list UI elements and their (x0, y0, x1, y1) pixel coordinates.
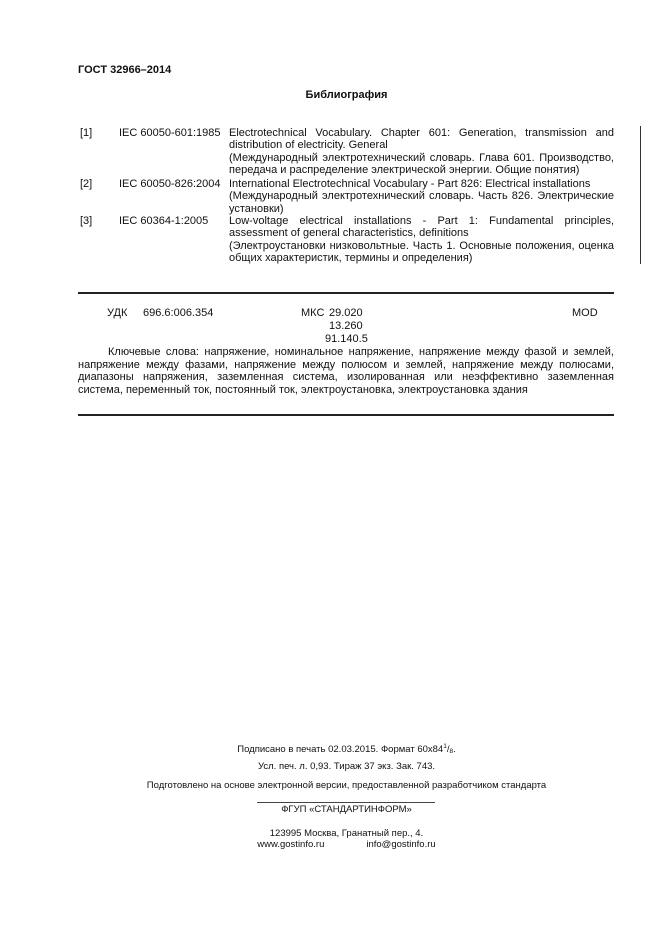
equivalence-degree: MOD (572, 307, 598, 319)
website-link[interactable]: www.gostinfo.ru (257, 839, 325, 850)
bibliography-entry-code: IEC 60050-826:2004 (119, 178, 221, 190)
bibliography-entry-code: IEC 60364-1:2005 (119, 215, 209, 227)
bibliography-entry-number: [1] (80, 127, 93, 139)
format-numerator: 1 (443, 743, 447, 750)
margin-change-bar (640, 126, 641, 264)
udk-label: УДК (107, 307, 128, 319)
imprint-divider (257, 802, 435, 803)
bibliography-entry-text (229, 178, 614, 215)
udk-value: 696.6:006.354 (143, 307, 214, 319)
signed-text: Подписано в печать 02.03.2015. Формат 60x84 (237, 744, 444, 755)
bibliography-entry-title-ru: (Электроустановки низковольтные. Часть 1. Основные положения, оценка общих характеристик, термины и определения) (229, 239, 614, 265)
contacts-line (0, 839, 661, 851)
keywords-paragraph: Ключевые слова: напряжение, номинальное напряжение, напряжение между фазой и землей, напряжение между фазами, напряжение между полюсом и землей, напряжение между полюсами, диапазоны напряжения, заземленная система, изолированная или неэффективно заземленная система, переменный ток, постоянный ток, электроустановка, электроустановка здания (78, 346, 614, 396)
print-info: Усл. печ. л. 0,93. Тираж 37 экз. Зак. 743. (257, 761, 436, 772)
bibliography-entry-title-ru: (Международный электротехнический словарь. Часть 826. Электрические установки) (229, 190, 614, 215)
bibliography-entry-text (229, 215, 614, 265)
mks-label: МКС (301, 307, 325, 319)
bibliography-entry-title-en: International Electrotechnical Vocabulary - Part 826: Electrical installations (229, 178, 591, 190)
top-divider (78, 292, 614, 294)
publisher-address: 123995 Москва, Гранатный пер., 4. (269, 828, 424, 839)
mks-value: 13.260 (329, 320, 363, 332)
bibliography-title: Библиография (305, 89, 388, 101)
format-denominator: 8 (449, 748, 454, 755)
bibliography-entry-number: [3] (80, 215, 93, 227)
mks-value: 91.140.5 (325, 333, 368, 345)
bibliography-entry-code: IEC 60050-601:1985 (119, 127, 221, 139)
bibliography-entry-title-ru: (Международный электротехнический словарь. Глава 601. Производство, передача и распределение электрической энергии. Общие понятия) (229, 151, 614, 177)
bibliography-entry-title-en: Electrotechnical Vocabulary. Chapter 601: Generation, transmission and distribution of electricity. General (229, 127, 614, 152)
bottom-divider (78, 414, 614, 416)
email-link[interactable]: info@gostinfo.ru (366, 839, 436, 850)
bibliography-entry-title-en: Low-voltage electrical installations - Part 1: Fundamental principles, assessment of general characteristics, definitions (229, 215, 614, 240)
prepared-note: Подготовлено на основе электронной версии, предоставленной разработчиком стандарта (146, 780, 547, 791)
signed-line: Подписано в печать 02.03.2015. Формат $60x84^1/_8$. (237, 743, 456, 755)
bibliography-entry-number: [2] (80, 178, 93, 190)
mks-value: 29.020 (329, 307, 363, 319)
bibliography-entry-text (229, 127, 614, 177)
publisher: ФГУП «СТАНДАРТИНФОРМ» (281, 804, 412, 815)
standard-code: ГОСТ 32966–2014 (78, 64, 172, 76)
